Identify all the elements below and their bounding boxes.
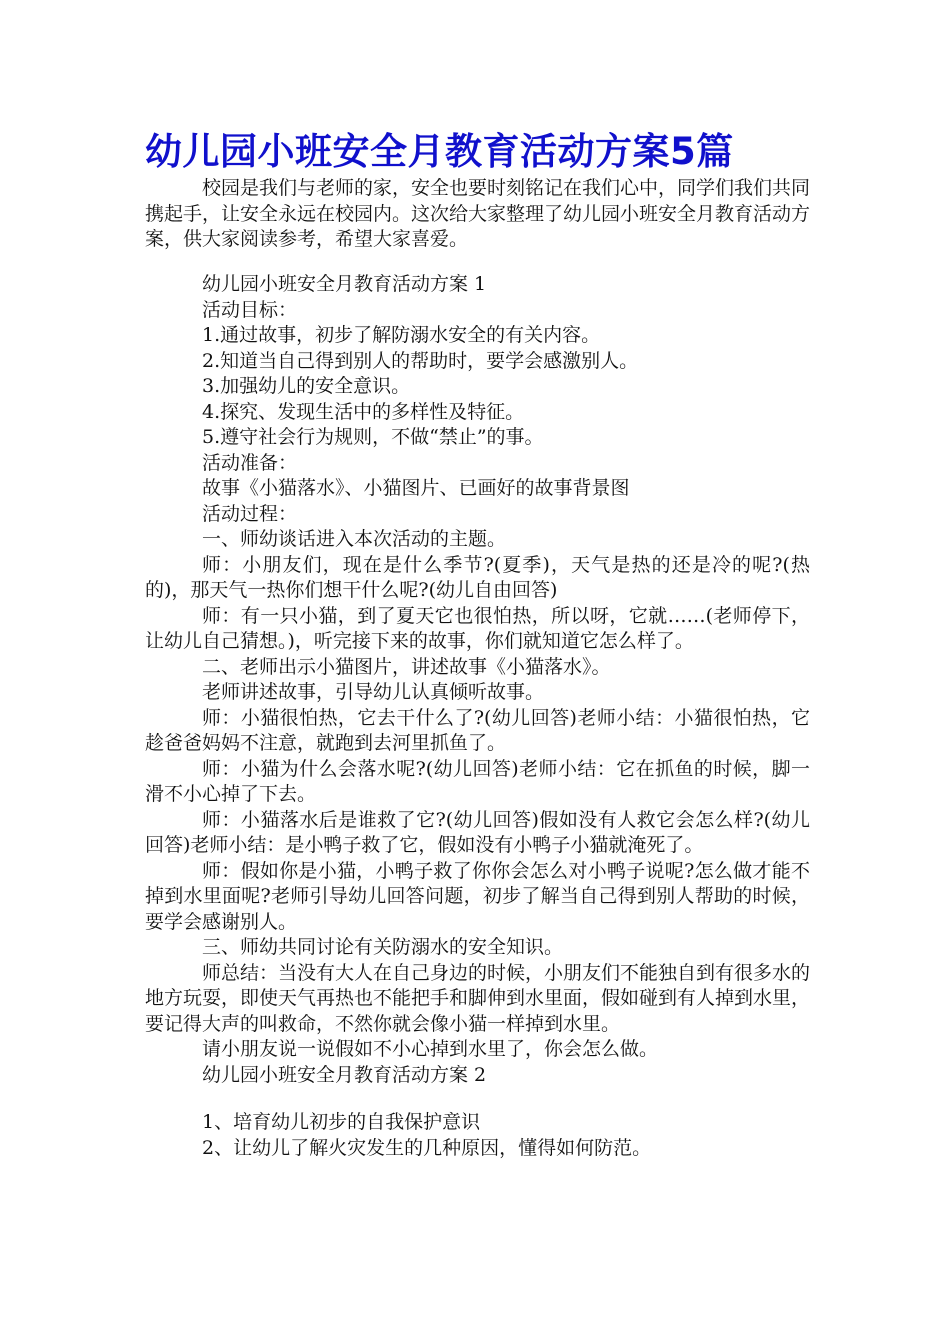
paragraph: 2、让幼儿了解火灾发生的几种原因，懂得如何防范。 (202, 1136, 652, 1159)
paragraph: 师：小猫为什么会落水呢?(幼儿回答)老师小结：它在抓鱼的时候，脚一滑不小心掉了下去。 (145, 757, 810, 805)
paragraph: 活动准备： (202, 451, 298, 474)
intro-block (145, 176, 810, 253)
section-1-heading: 幼儿园小班安全月教育活动方案 1 (202, 273, 487, 295)
paragraph: 师：小猫落水后是谁救了它?(幼儿回答)假如没有人救它会怎么样?(幼儿回答)老师小结：是小鸭子救了它，假如没有小鸭子小猫就淹死了。 (145, 808, 810, 856)
paragraph: 请小朋友说一说假如不小心掉到水里了，你会怎么做。 (202, 1038, 659, 1060)
paragraph: 3.加强幼儿的安全意识。 (202, 375, 411, 397)
paragraph: 2.知道当自己得到别人的帮助时，要学会感激别人。 (202, 349, 639, 372)
document-title: 幼儿园小班安全月教育活动方案5篇 (145, 130, 734, 173)
paragraph: 4.探究、发现生活中的多样性及特征。 (202, 400, 525, 423)
paragraph: 师总结：当没有大人在自己身边的时候，小朋友们不能独自到有很多水的地方玩耍，即使天气再热也不能把手和脚伸到水里面，假如碰到有人掉到水里，要记得大声的叫救命，不然你就会像小猫一样掉到水里。 (145, 961, 811, 1035)
paragraph: 师：假如你是小猫，小鸭子救了你你会怎么对小鸭子说呢?怎么做才能不掉到水里面呢?老师引导幼儿回答问题，初步了解当自己得到别人帮助的时候，要学会感谢别人。 (145, 859, 810, 933)
paragraph: 二、老师出示小猫图片，讲述故事《小猫落水》。 (202, 655, 611, 678)
paragraph: 三、师幼共同讨论有关防溺水的安全知识。 (202, 936, 564, 958)
paragraph-gap (145, 1088, 810, 1110)
paragraph: 老师讲述故事，引导幼儿认真倾听故事。 (202, 681, 545, 703)
section-2-heading: 幼儿园小班安全月教育活动方案 2 (202, 1063, 487, 1086)
paragraph: 5.遵守社会行为规则，不做“禁止”的事。 (202, 426, 544, 448)
paragraph: 师：小猫很怕热，它去干什么了?(幼儿回答)老师小结：小猫很怕热，它趁爸爸妈妈不注意，就跑到去河里抓鱼了。 (145, 706, 810, 754)
paragraph: 活动过程： (202, 502, 298, 525)
paragraph: 师：小朋友们，现在是什么季节?(夏季)，天气是热的还是冷的呢?(热的)，那天气一热你们想干什么呢?(幼儿自由回答) (145, 553, 810, 601)
paragraph: 师：有一只小猫，到了夏天它也很怕热，所以呀，它就……(老师停下，让幼儿自己猜想。)，听完接下来的故事，你们就知道它怎么样了。 (145, 604, 810, 652)
paragraph: 1.通过故事，初步了解防溺水安全的有关内容。 (202, 324, 601, 346)
paragraph: 1、培育幼儿初步的自我保护意识 (202, 1111, 481, 1133)
paragraph: 故事《小猫落水》、小猫图片、已画好的故事背景图 (202, 477, 630, 499)
paragraph: 一、师幼谈话进入本次活动的主题。 (202, 528, 507, 550)
intro-paragraph: 校园是我们与老师的家，安全也要时刻铭记在我们心中，同学们我们共同携起手，让安全永远在校园内。这次给大家整理了幼儿园小班安全月教育活动方案，供大家阅读参考，希望大家喜爱。 (145, 177, 811, 250)
section-1 (145, 272, 810, 1161)
paragraph: 活动目标： (202, 298, 298, 321)
